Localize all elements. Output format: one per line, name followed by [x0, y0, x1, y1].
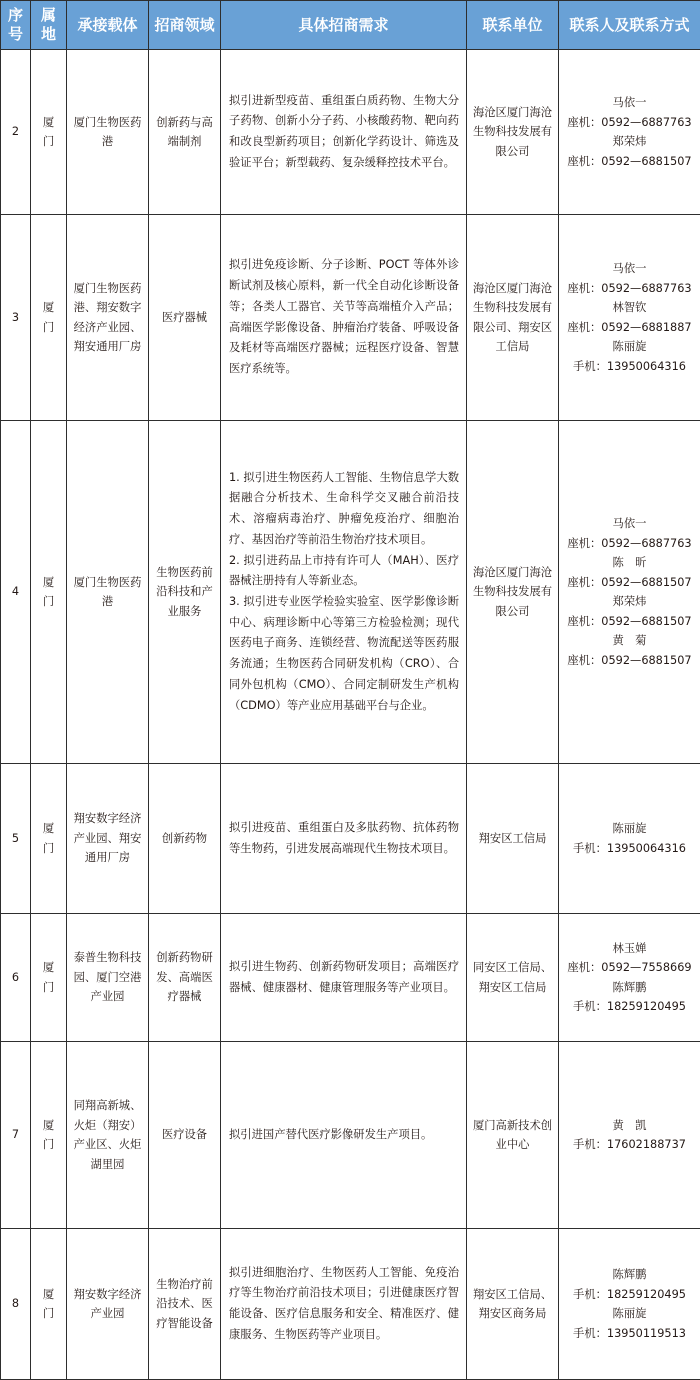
row-seq: 2 — [1, 50, 31, 215]
row-seq: 5 — [1, 764, 31, 914]
table-row — [1, 764, 700, 914]
row-unit: 海沧区厦门海沧生物科技发展有限公司 — [467, 421, 559, 764]
row-location: 厦门 — [31, 914, 67, 1042]
row-contact — [559, 764, 700, 914]
contact-name: 林智钦 — [612, 301, 647, 314]
contact-phone: 手机：17602188737 — [573, 1138, 686, 1151]
contact-name: 林玉婵 — [612, 941, 647, 955]
contact-phone: 座机：0592—6881507 — [567, 154, 692, 168]
table-row — [1, 1229, 700, 1380]
row-field: 创新药物 — [149, 764, 221, 914]
header-requirement: 具体招商需求 — [221, 1, 467, 50]
row-unit: 翔安区工信局 — [467, 764, 559, 914]
row-contact — [559, 421, 700, 764]
row-requirement — [221, 764, 467, 914]
row-contact — [559, 215, 700, 421]
row-seq: 4 — [1, 421, 31, 764]
row-unit: 同安区工信局、翔安区工信局 — [467, 914, 559, 1042]
row-seq: 3 — [1, 215, 31, 421]
requirement-paragraph: 拟引进国产替代医疗影像研发生产项目。 — [229, 1127, 433, 1141]
row-unit: 海沧区厦门海沧生物科技发展有限公司 — [467, 50, 559, 215]
contact-name: 马依一 — [612, 96, 647, 109]
row-location: 厦门 — [31, 421, 67, 764]
requirement-paragraph: 拟引进免疫诊断、分子诊断、POCT 等体外诊断试剂及核心原料，新一代全自动化诊断设备等；各类人工器官、关节等高端植介入产品；高端医学影像设备、肿瘤治疗装备、呼吸设备及耗材等高端医疗器械；远程医疗设备、智慧医疗系统等。 — [229, 258, 459, 375]
contact-name: 马依一 — [612, 262, 647, 275]
header-unit: 联系单位 — [467, 1, 559, 50]
contact-name: 黄 凯 — [612, 1118, 647, 1132]
row-unit: 海沧区厦门海沧生物科技发展有限公司、翔安区工信局 — [467, 215, 559, 421]
requirement-paragraph: 拟引进疫苗、重组蛋白及多肽药物、抗体药物等生物药，引进发展高端现代生物技术项目。 — [229, 820, 459, 855]
contact-phone: 座机：0592—7558669 — [567, 961, 692, 974]
contact-phone: 手机：13950064316 — [573, 841, 686, 855]
contact-phone: 手机：18259120495 — [573, 1000, 686, 1013]
contact-name: 郑荣炜 — [612, 135, 647, 148]
row-location: 厦门 — [31, 1229, 67, 1380]
row-carrier: 泰普生物科技园、厦门空港产业园 — [67, 914, 149, 1042]
contact-name: 陈辉鹏 — [612, 980, 647, 994]
row-location: 厦门 — [31, 764, 67, 914]
contact-phone: 手机：13950064316 — [573, 359, 686, 373]
table-row — [1, 215, 700, 421]
header-seq: 序号 — [1, 1, 31, 50]
table-row — [1, 50, 700, 215]
requirement-paragraph: 拟引进细胞治疗、生物医药人工智能、免疫治疗等生物治疗前沿技术项目；引进健康医疗智能设备、医疗信息服务和安全、精准医疗、健康服务、生物医药等产业项目。 — [229, 1265, 459, 1341]
row-contact — [559, 1229, 700, 1380]
contact-name: 陈辉鹏 — [612, 1268, 647, 1281]
row-seq: 7 — [1, 1042, 31, 1229]
row-carrier: 同翔高新城、火炬（翔安）产业区、火炬湖里园 — [67, 1042, 149, 1229]
row-carrier: 厦门生物医药港、翔安数字经济产业园、翔安通用厂房 — [67, 215, 149, 421]
row-field: 创新药物研发、高端医疗器械 — [149, 914, 221, 1042]
row-carrier: 翔安数字经济产业园、翔安通用厂房 — [67, 764, 149, 914]
table-row — [1, 1042, 700, 1229]
requirement-paragraph: 拟引进新型疫苗、重组蛋白质药物、生物大分子药物、创新小分子药、小核酸药物、靶向药和改良型新药项目；创新化学药设计、筛选及验证平台；新型载药、复杂缓释控技术平台。 — [229, 93, 459, 169]
contact-phone: 座机：0592—6881507 — [567, 575, 692, 589]
requirement-paragraph: 2. 拟引进药品上市持有许可人（MAH）、医疗器械注册持有人等新业态。 — [229, 553, 459, 588]
contact-name: 黄 菊 — [612, 634, 647, 647]
header-location: 属地 — [31, 1, 67, 50]
row-requirement — [221, 215, 467, 421]
row-contact — [559, 50, 700, 215]
row-seq: 8 — [1, 1229, 31, 1380]
row-requirement — [221, 1229, 467, 1380]
header-field: 招商领域 — [149, 1, 221, 50]
header-carrier: 承接载体 — [67, 1, 149, 50]
contact-phone: 座机：0592—6881507 — [567, 614, 692, 628]
row-requirement — [221, 914, 467, 1042]
row-field: 生物治疗前沿技术、医疗智能设备 — [149, 1229, 221, 1380]
row-carrier: 厦门生物医药港 — [67, 50, 149, 215]
row-requirement — [221, 421, 467, 764]
contact-name: 马依一 — [612, 517, 647, 530]
row-requirement — [221, 50, 467, 215]
table-row — [1, 914, 700, 1042]
row-field: 医疗设备 — [149, 1042, 221, 1229]
row-location: 厦门 — [31, 1042, 67, 1229]
contact-name: 陈丽旋 — [612, 1307, 647, 1320]
contact-name: 陈 昕 — [612, 556, 647, 569]
row-location: 厦门 — [31, 50, 67, 215]
contact-phone: 手机：13950119513 — [573, 1326, 686, 1340]
row-location: 厦门 — [31, 215, 67, 421]
contact-name: 陈丽旋 — [612, 822, 647, 835]
row-field: 创新药与高端制剂 — [149, 50, 221, 215]
row-contact — [559, 914, 700, 1042]
row-requirement — [221, 1042, 467, 1229]
row-unit: 厦门高新技术创业中心 — [467, 1042, 559, 1229]
contact-phone: 座机：0592—6881887 — [567, 320, 692, 334]
contact-phone: 座机：0592—6887763 — [567, 281, 692, 295]
row-carrier: 厦门生物医药港 — [67, 421, 149, 764]
row-field: 医疗器械 — [149, 215, 221, 421]
table-row — [1, 421, 700, 764]
row-carrier: 翔安数字经济产业园 — [67, 1229, 149, 1380]
contact-phone: 手机：18259120495 — [573, 1287, 686, 1301]
row-field: 生物医药前沿科技和产业服务 — [149, 421, 221, 764]
row-unit: 翔安区工信局、翔安区商务局 — [467, 1229, 559, 1380]
contact-phone: 座机：0592—6887763 — [567, 536, 692, 550]
requirement-paragraph: 3. 拟引进专业医学检验实验室、医学影像诊断中心、病理诊断中心等第三方检验检测；现代医药电子商务、连锁经营、物流配送等医药服务流通；生物医药合同研发机构（CRO）、合同外包机构（CMO）、合同定制研发生产机构（CDMO）等产业应用基础平台与企业。 — [229, 595, 459, 712]
contact-name: 陈丽旋 — [612, 340, 647, 353]
row-contact — [559, 1042, 700, 1229]
contact-phone: 座机：0592—6887763 — [567, 115, 692, 129]
contact-phone: 座机：0592—6881507 — [567, 653, 692, 667]
contact-name: 郑荣炜 — [612, 595, 647, 608]
header-contact: 联系人及联系方式 — [559, 1, 700, 50]
table-header-row — [1, 1, 700, 50]
requirement-paragraph: 1. 拟引进生物医药人工智能、生物信息学大数据融合分析技术、生命科学交叉融合前沿技术、溶瘤病毒治疗、肿瘤免疫治疗、细胞治疗、基因治疗等前沿生物治疗技术项目。 — [229, 470, 459, 546]
row-seq: 6 — [1, 914, 31, 1042]
requirement-paragraph: 拟引进生物药、创新药物研发项目；高端医疗器械、健康器材、健康管理服务等产业项目。 — [229, 959, 459, 994]
